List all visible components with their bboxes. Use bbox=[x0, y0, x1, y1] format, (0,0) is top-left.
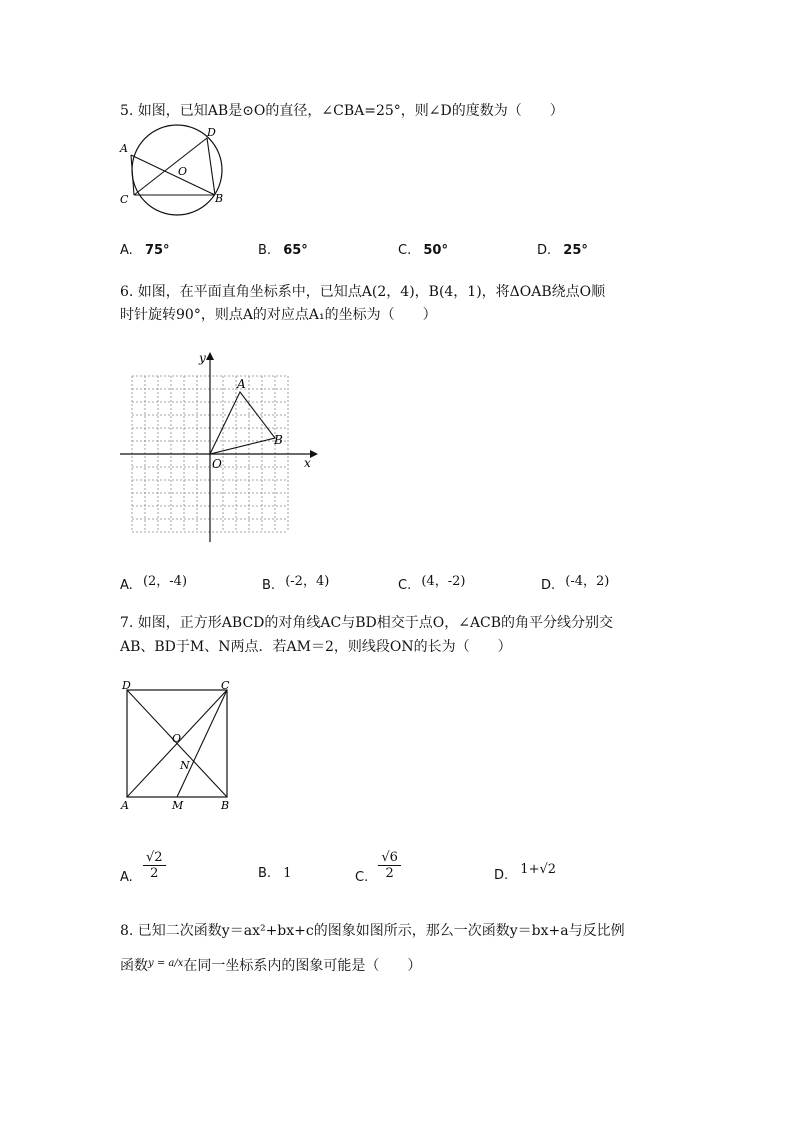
q8-stem-line2-prefix: 函数 bbox=[120, 958, 148, 974]
q7-option-a[interactable] bbox=[120, 850, 166, 885]
q5-label-b: B bbox=[215, 192, 224, 205]
q5-label-c: C bbox=[120, 193, 129, 206]
q6-option-b-letter: B. bbox=[262, 578, 276, 593]
q5-option-c-letter: C. bbox=[398, 243, 412, 258]
q5-option-c-value: 50° bbox=[423, 243, 448, 258]
q5-stem: 5. 如图，已知AB是⊙O的直径，∠CBA=25°，则∠D的度数为（ ） bbox=[120, 103, 564, 119]
q5-circle-figure bbox=[115, 120, 235, 220]
q7-option-b[interactable] bbox=[258, 866, 291, 881]
q7-label-d: D bbox=[122, 679, 131, 692]
q7-option-a-denominator: 2 bbox=[150, 866, 159, 881]
q5-label-o: O bbox=[178, 165, 188, 178]
q6-option-b[interactable] bbox=[262, 574, 329, 593]
q6-option-a-value: (2，-4) bbox=[142, 574, 188, 589]
q8-stem-line2 bbox=[120, 955, 421, 975]
q5-option-a[interactable] bbox=[120, 243, 170, 258]
q7-option-b-value: 1 bbox=[283, 866, 292, 881]
q5-option-a-letter: A. bbox=[120, 243, 133, 258]
q7-square-figure bbox=[115, 680, 245, 815]
q6-option-a-letter: A. bbox=[120, 578, 133, 593]
q6-option-a[interactable] bbox=[120, 574, 187, 593]
q6-label-a: A bbox=[237, 377, 246, 391]
q7-option-d-value: 1+√2 bbox=[520, 862, 557, 877]
q6-option-d-value: (-4，2) bbox=[565, 574, 610, 589]
q5-option-b[interactable] bbox=[258, 243, 308, 258]
q5-option-a-value: 75° bbox=[144, 243, 170, 258]
q6-option-c[interactable] bbox=[398, 574, 465, 593]
q7-label-n: N bbox=[180, 759, 190, 772]
q6-option-b-value: (-2，4) bbox=[285, 574, 330, 589]
q7-label-o: O bbox=[172, 732, 182, 745]
q5-option-b-letter: B. bbox=[258, 243, 272, 258]
q7-option-c-fraction bbox=[378, 850, 401, 881]
q8-inverse-function-formula: y = a/x bbox=[148, 958, 184, 969]
q7-label-a: A bbox=[121, 799, 129, 812]
q5-option-b-value: 65° bbox=[283, 243, 308, 258]
q8-stem-line2-suffix: 在同一坐标系内的图象可能是（ ） bbox=[183, 958, 422, 974]
q7-option-b-letter: B. bbox=[258, 866, 272, 881]
q7-option-a-letter: A. bbox=[120, 870, 133, 885]
q7-label-b: B bbox=[221, 799, 230, 812]
q5-label-a: A bbox=[120, 142, 128, 155]
q7-label-m: M bbox=[172, 799, 184, 812]
q5-label-d: D bbox=[207, 126, 216, 139]
q6-option-d-letter: D. bbox=[541, 578, 556, 593]
q6-label-b: B bbox=[274, 433, 283, 447]
q6-axis-x-label: x bbox=[304, 456, 311, 470]
q7-option-d-letter: D. bbox=[494, 868, 509, 883]
q7-option-a-fraction bbox=[143, 850, 166, 881]
q7-option-d[interactable] bbox=[494, 862, 557, 883]
q7-stem-line1: 7. 如图，正方形ABCD的对角线AC与BD相交于点O，∠ACB的角平分线分别交 bbox=[120, 615, 614, 631]
q8-stem-line1: 8. 已知二次函数y＝ax²+bx+c的图象如图所示，那么一次函数y＝bx+a与反比例 bbox=[120, 923, 625, 939]
q7-option-c[interactable] bbox=[355, 850, 401, 885]
q6-option-c-letter: C. bbox=[398, 578, 412, 593]
q6-axis-y-label: y bbox=[199, 351, 206, 365]
q6-stem-line2: 时针旋转90°，则点A的对应点A₁的坐标为（ ） bbox=[120, 307, 437, 323]
q6-stem-line1: 6. 如图，在平面直角坐标系中，已知点A(2，4)，B(4，1)，将ΔOAB绕点O顺 bbox=[120, 284, 606, 300]
q5-option-d-letter: D. bbox=[537, 243, 552, 258]
q6-option-d[interactable] bbox=[541, 574, 609, 593]
q7-option-c-denominator: 2 bbox=[385, 866, 394, 881]
q6-coordinate-grid bbox=[115, 350, 320, 550]
q6-label-o: O bbox=[212, 457, 222, 471]
q7-option-c-letter: C. bbox=[355, 870, 369, 885]
q5-option-d-value: 25° bbox=[563, 243, 588, 258]
q7-option-a-numerator: √2 bbox=[143, 850, 166, 866]
q5-option-c[interactable] bbox=[398, 243, 448, 258]
q5-option-d[interactable] bbox=[537, 243, 588, 258]
q7-stem-line2: AB、BD于M、N两点．若AM＝2，则线段ON的长为（ ） bbox=[120, 639, 512, 655]
q6-option-c-value: (4，-2) bbox=[421, 574, 466, 589]
q7-option-c-numerator: √6 bbox=[378, 850, 401, 866]
q7-label-c: C bbox=[221, 679, 230, 692]
